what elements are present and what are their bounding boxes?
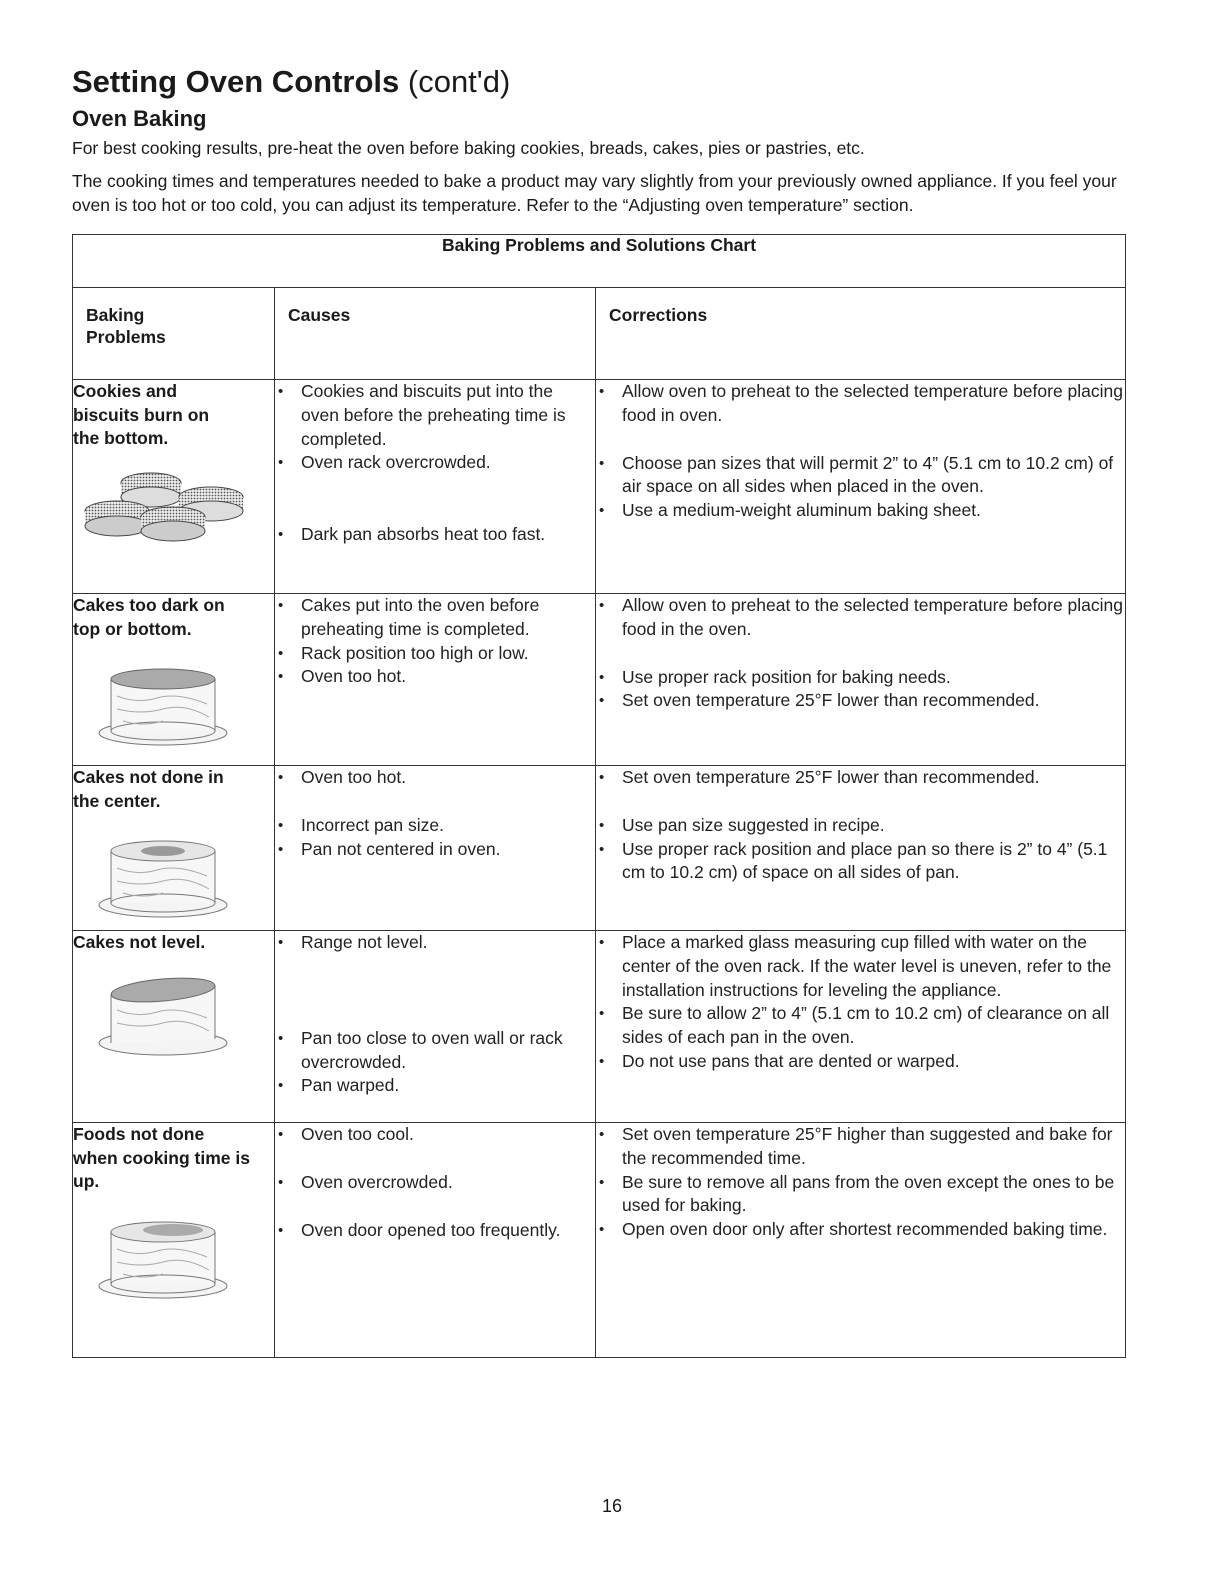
corrections-cell [596,1123,1126,1358]
problem-label: Cakes not level. [73,932,206,952]
table-row [73,766,1126,931]
problem-cell [73,931,275,1123]
table-row [73,1123,1126,1358]
correction-item: • Allow oven to preheat to the selected temperature before placing food in the oven. [596,594,1125,642]
cause-item: • Oven too cool. [275,1123,595,1147]
causes-cell [275,1123,596,1358]
correction-item: • Open oven door only after shortest recommended baking time. [596,1218,1125,1242]
corrections-cell [596,594,1126,766]
problem-label: Cookies and biscuits burn on the bottom. [73,381,210,448]
chart-caption: Baking Problems and Solutions Chart [73,235,1126,288]
correction-item: • Be sure to remove all pans from the oven except the ones to be used for baking. [596,1171,1125,1219]
cause-item: • Pan warped. [275,1074,595,1098]
cookies-icon [73,461,253,551]
corrections-cell [596,931,1126,1123]
correction-item: • Do not use pans that are dented or warped. [596,1050,1125,1074]
corrections-cell [596,766,1126,931]
page-title-suffix: (cont'd) [407,64,511,99]
cause-item: • Pan too close to oven wall or rack overcrowded. [275,1027,595,1075]
problem-label: Cakes not done in the center. [73,767,224,811]
causes-cell [275,594,596,766]
correction-item: • Be sure to allow 2” to 4” (5.1 cm to 10.2 cm) of clearance on all sides of each pan in the oven. [596,1002,1125,1050]
table-row [73,594,1126,766]
chart-header-row [73,288,1126,380]
cake-icon [73,823,243,923]
cause-item: • Pan not centered in oven. [275,838,595,862]
problem-label: Cakes too dark on top or bottom. [73,595,225,639]
problem-cell [73,766,275,931]
cause-item: • Rack position too high or low. [275,642,595,666]
problem-cell [73,594,275,766]
correction-item: • Use pan size suggested in recipe. [596,814,1125,838]
correction-item: • Set oven temperature 25°F lower than recommended. [596,766,1125,790]
correction-item: • Place a marked glass measuring cup filled with water on the center of the oven rack. If the water level is uneven, refer to the installation instructions for leveling the appliance. [596,931,1125,1002]
cause-item: • Cookies and biscuits put into the oven before the preheating time is completed. [275,380,595,451]
cause-item: • Oven too hot. [275,665,595,689]
causes-cell [275,931,596,1123]
page-title [72,64,510,100]
section-title: Oven Baking [72,106,207,131]
table-row [73,931,1126,1123]
baking-problems-chart [72,234,1126,1358]
cause-item: • Range not level. [275,931,595,955]
problem-label: Foods not done when cooking time is up. [73,1124,250,1191]
cause-item: • Oven rack overcrowded. [275,451,595,475]
correction-item: • Set oven temperature 25°F higher than suggested and bake for the recommended time. [596,1123,1125,1171]
cause-item: • Cakes put into the oven before preheating time is completed. [275,594,595,642]
intro-paragraph-1: For best cooking results, pre-heat the oven before baking cookies, breads, cakes, pies or pastries, etc. [72,138,865,158]
table-row [73,380,1126,594]
cause-item: • Dark pan absorbs heat too fast. [275,523,595,547]
cause-item: • Oven door opened too frequently. [275,1219,595,1243]
correction-item: • Allow oven to preheat to the selected temperature before placing food in oven. [596,380,1125,428]
correction-item: • Set oven temperature 25°F lower than recommended. [596,689,1125,713]
header-baking-problems: Baking Problems [73,288,275,380]
corrections-cell [596,380,1126,594]
cause-item: • Incorrect pan size. [275,814,595,838]
problem-cell [73,380,275,594]
header-corrections: Corrections [596,288,1126,380]
correction-item: • Use a medium-weight aluminum baking sheet. [596,499,1125,523]
page-title-main: Setting Oven Controls [72,64,400,99]
page-number: 16 [601,1496,623,1516]
header-causes: Causes [275,288,596,380]
correction-item: • Use proper rack position and place pan so there is 2” to 4” (5.1 cm to 10.2 cm) of space on all sides of pan. [596,838,1125,886]
problem-cell [73,1123,275,1358]
causes-cell [275,766,596,931]
intro-paragraph-2: The cooking times and temperatures needed to bake a product may vary slightly from your previously owned appliance. If you feel your oven is too hot or too cold, you can adjust its temperature. Refer to the “Adjusting oven temperature” section. [72,171,1117,215]
cake-icon [73,651,243,751]
correction-item: • Choose pan sizes that will permit 2” to 4” (5.1 cm to 10.2 cm) of air space on all sides when placed in the oven. [596,452,1125,500]
causes-cell [275,380,596,594]
cause-item: • Oven overcrowded. [275,1171,595,1195]
cause-item: • Oven too hot. [275,766,595,790]
cake-icon [73,965,243,1065]
correction-item: • Use proper rack position for baking needs. [596,666,1125,690]
cake-icon [73,1204,243,1304]
